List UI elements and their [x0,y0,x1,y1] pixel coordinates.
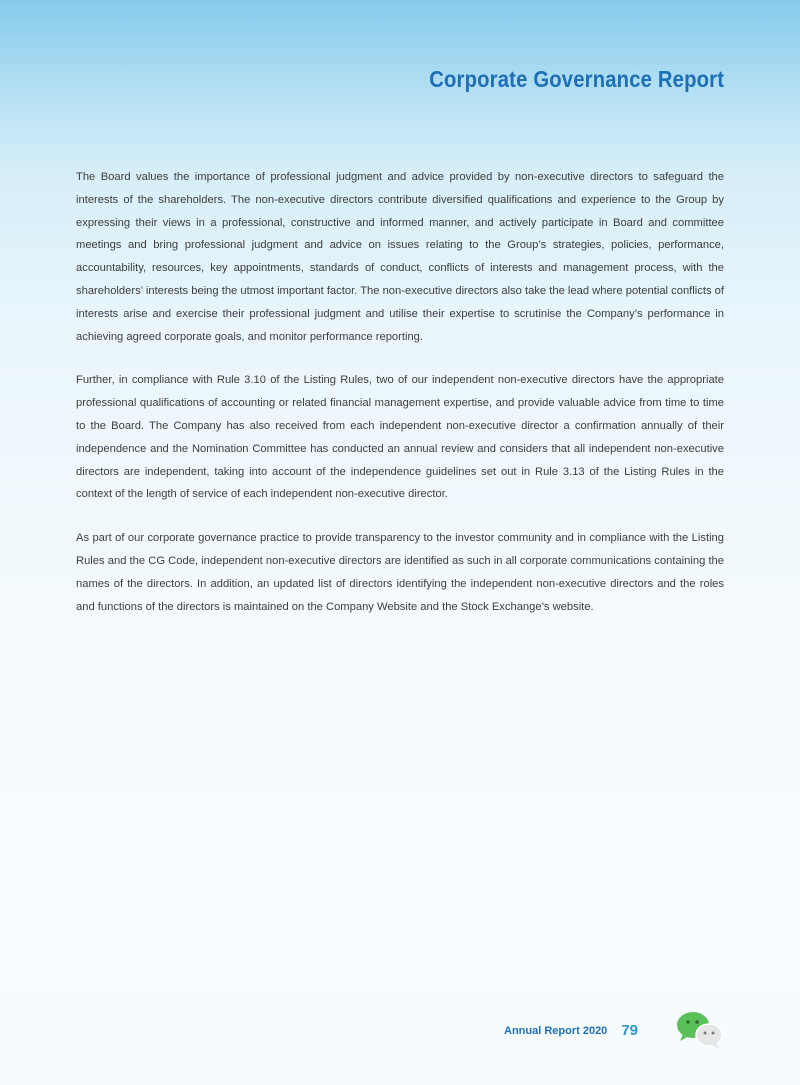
paragraph-transparency: As part of our corporate governance practice to provide transparency to the investor community and in compliance with the Listing Rules and the CG Code, independent non-executive directors are identified as such in all corporate communications containing the names of the directors. In addition, an updated list of directors identifying the independent non-executive directors and the roles and functions of the directors is maintained on the Company Website and the Stock Exchange’s website. [76,532,724,613]
report-body [76,166,724,639]
page-title: Corporate Governance Report [429,66,724,92]
page-footer [504,1010,724,1050]
paragraph-independence-compliance: Further, in compliance with Rule 3.10 of the Listing Rules, two of our independent non-executive directors have the appropriate professional qualifications of accounting or related financial management expertise, and provide valuable advice from time to time to the Board. The Company has also received from each independent non-executive director a confirmation annually of their independence and the Nomination Committee has conducted an annual review and considers that all independent non-executive directors are independent, taking into account of the independence guidelines set out in Rule 3.13 of the Listing Rules in the context of the length of service of each independent non-executive director. [76,374,724,501]
annual-report-label: Annual Report 2020 [504,1025,608,1037]
paragraph-non-executive-role: The Board values the importance of professional judgment and advice provided by non-executive directors to safeguard the interests of the shareholders. The non-executive directors contribute diversified qualifications and experience to the Group by expressing their views in a professional, constructive and informed manner, and actively participate in Board and committee meetings and bring professional judgment and advice on issues relating to the Group’s strategies, policies, performance, accountability, resources, key appointments, standards of conduct, conflicts of interests and management process, with the shareholders’ interests being the utmost important factor. The non-executive directors also take the lead where potential conflicts of interests arise and exercise their professional judgment and utilise their expertise to scrutinise the Company’s performance in achieving agreed corporate goals, and monitor performance reporting. [76,171,724,343]
wechat-logo-icon [676,1010,724,1050]
page-number: 79 [621,1021,638,1039]
